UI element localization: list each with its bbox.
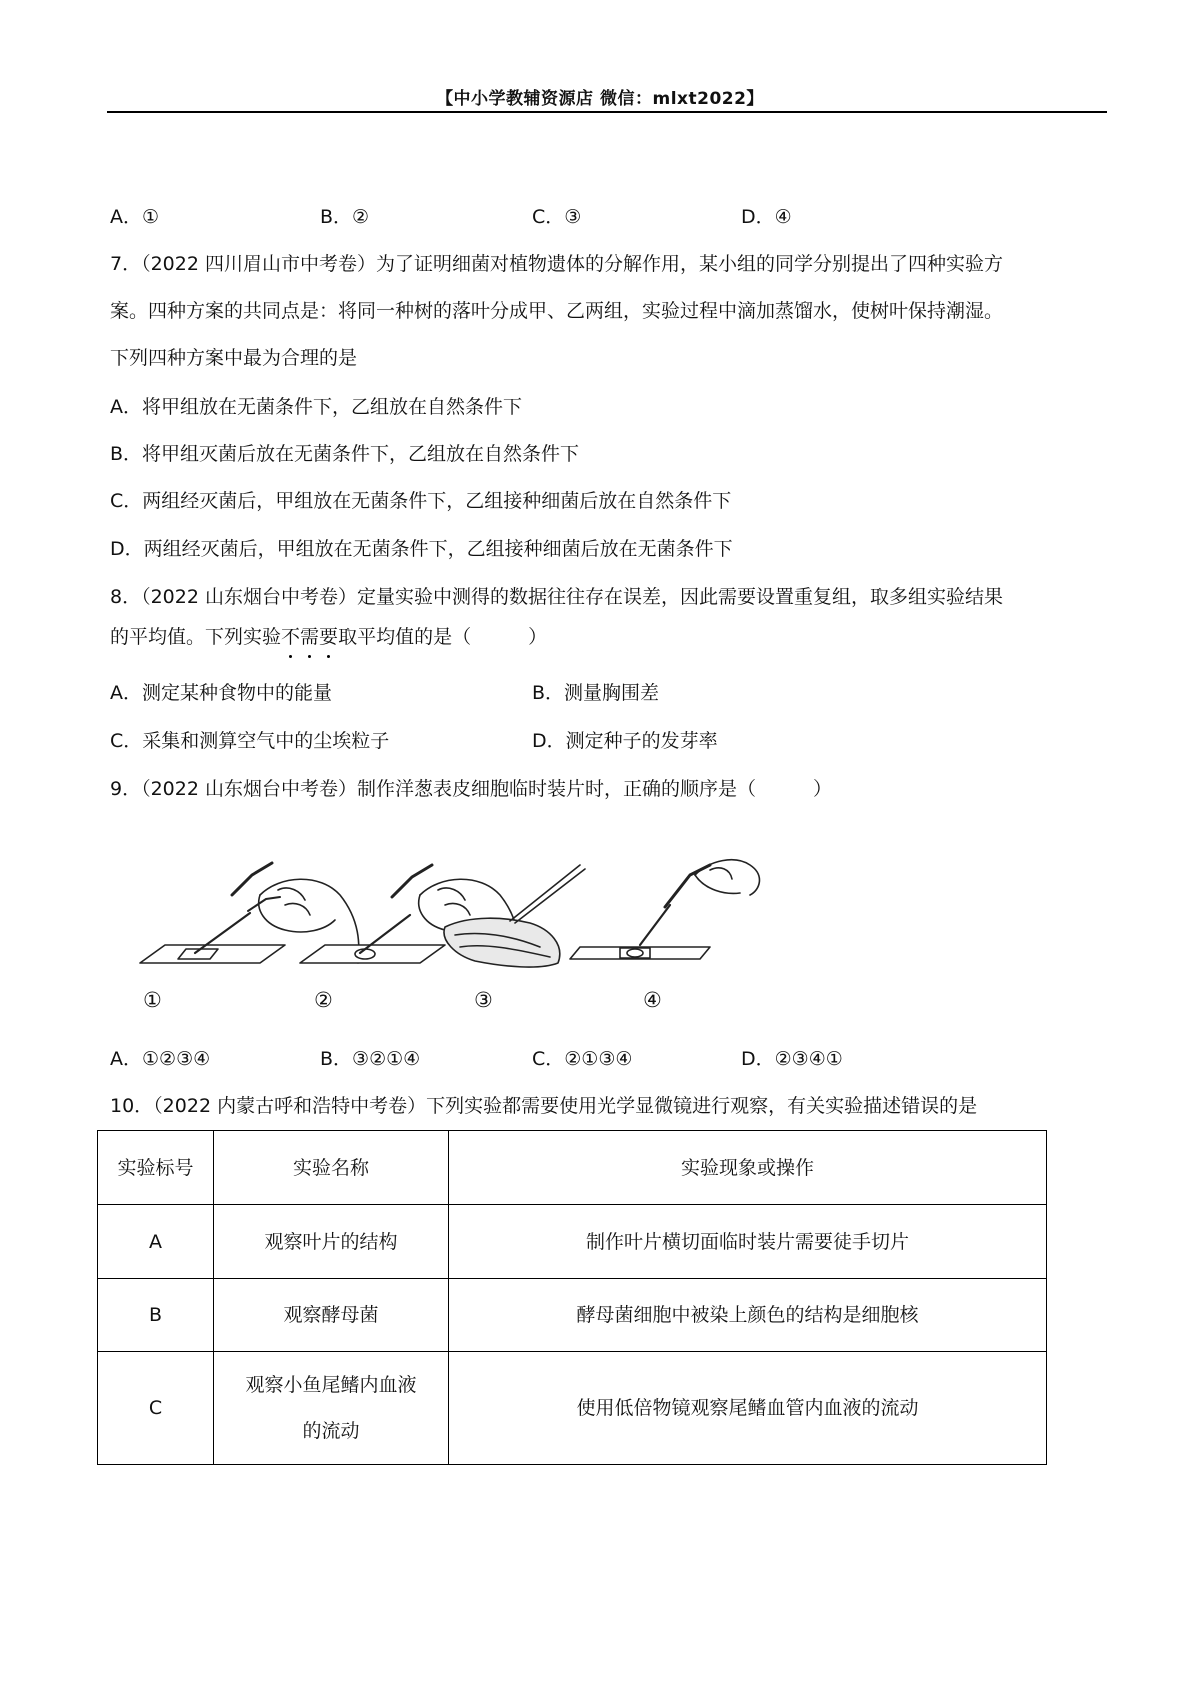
table-cell: A [98, 1205, 214, 1279]
table-cell [214, 1352, 449, 1465]
q8-stem-line2 [110, 623, 547, 651]
table-cell: 酵母菌细胞中被染上颜色的结构是细胞核 [449, 1279, 1047, 1352]
table-row [98, 1279, 1047, 1352]
table-cell: 观察酵母菌 [214, 1279, 449, 1352]
q8-stem-line2-post: 取平均值的是（ ） [338, 626, 548, 648]
table-cell-line: 观察小鱼尾鳍内血液 [245, 1374, 417, 1396]
emphasis-char: 需 [300, 623, 319, 651]
table-header-row [98, 1131, 1047, 1205]
table-cell: 制作叶片横切面临时装片需要徒手切片 [449, 1205, 1047, 1279]
q6-option-c: C．③ [532, 206, 582, 228]
q9-option-d: D．②③④① [741, 1048, 843, 1070]
header-rule [107, 111, 1107, 113]
q7-stem-line1: 7．（2022 四川眉山市中考卷）为了证明细菌对植物遗体的分解作用，某小组的同学分别提出了四种实验方 [110, 253, 1003, 275]
table-row [98, 1352, 1047, 1465]
page-header: 【中小学教辅资源店 微信：mlxt2022】 [436, 89, 764, 109]
figure-label-4: ④ [643, 988, 662, 1012]
q6-option-a: A．① [110, 206, 160, 228]
experiment-table [97, 1130, 1047, 1465]
figure-label-1: ① [143, 988, 162, 1012]
q8-stem-line2-pre: 的平均值。下列实验 [110, 626, 282, 648]
q7-option-a: A．将甲组放在无菌条件下，乙组放在自然条件下 [110, 396, 522, 418]
table-cell: 使用低倍物镜观察尾鳍血管内血液的流动 [449, 1352, 1047, 1465]
table-header-cell: 实验标号 [98, 1131, 214, 1205]
q9-option-c: C．②①③④ [532, 1048, 633, 1070]
q7-stem-line2: 案。四种方案的共同点是：将同一种树的落叶分成甲、乙两组，实验过程中滴加蒸馏水，使树叶保持潮湿。 [110, 300, 1004, 322]
q7-option-d: D．两组经灭菌后，甲组放在无菌条件下，乙组接种细菌后放在无菌条件下 [110, 538, 733, 560]
emphasis-char: 不 [281, 623, 300, 651]
table-header-cell: 实验名称 [214, 1131, 449, 1205]
figure-label-2: ② [314, 988, 333, 1012]
q6-option-d: D．④ [741, 206, 792, 228]
table-cell: B [98, 1279, 214, 1352]
emphasis-char: 要 [319, 623, 338, 651]
q9-option-a: A．①②③④ [110, 1048, 211, 1070]
table-header-cell: 实验现象或操作 [449, 1131, 1047, 1205]
q7-option-c: C．两组经灭菌后，甲组放在无菌条件下，乙组接种细菌后放在自然条件下 [110, 490, 732, 512]
figure-label-3: ③ [474, 988, 493, 1012]
q9-option-b: B．③②①④ [320, 1048, 421, 1070]
q8-option-c: C．采集和测算空气中的尘埃粒子 [110, 730, 390, 752]
q6-option-b: B．② [320, 206, 370, 228]
q8-option-a: A．测定某种食物中的能量 [110, 682, 332, 704]
table-cell: C [98, 1352, 214, 1465]
q9-stem: 9．（2022 山东烟台中考卷）制作洋葱表皮细胞临时装片时，正确的顺序是（ ） [110, 778, 832, 800]
step-4-illustration [570, 860, 759, 959]
q8-option-d: D．测定种子的发芽率 [532, 730, 718, 752]
q8-stem-line1: 8．（2022 山东烟台中考卷）定量实验中测得的数据往往存在误差，因此需要设置重复组，取多组实验结果 [110, 586, 1003, 608]
q10-stem: 10．（2022 内蒙古呼和浩特中考卷）下列实验都需要使用光学显微镜进行观察，有关实验描述错误的是 [110, 1095, 978, 1117]
q7-option-b: B．将甲组灭菌后放在无菌条件下，乙组放在自然条件下 [110, 443, 580, 465]
q7-stem-line3: 下列四种方案中最为合理的是 [110, 347, 358, 369]
q8-option-b: B．测量胸围差 [532, 682, 660, 704]
table-row [98, 1205, 1047, 1279]
table-cell-line: 的流动 [302, 1420, 360, 1442]
step-3-illustration [444, 865, 585, 967]
slide-preparation-figure [110, 835, 800, 1020]
table-cell: 观察叶片的结构 [214, 1205, 449, 1279]
